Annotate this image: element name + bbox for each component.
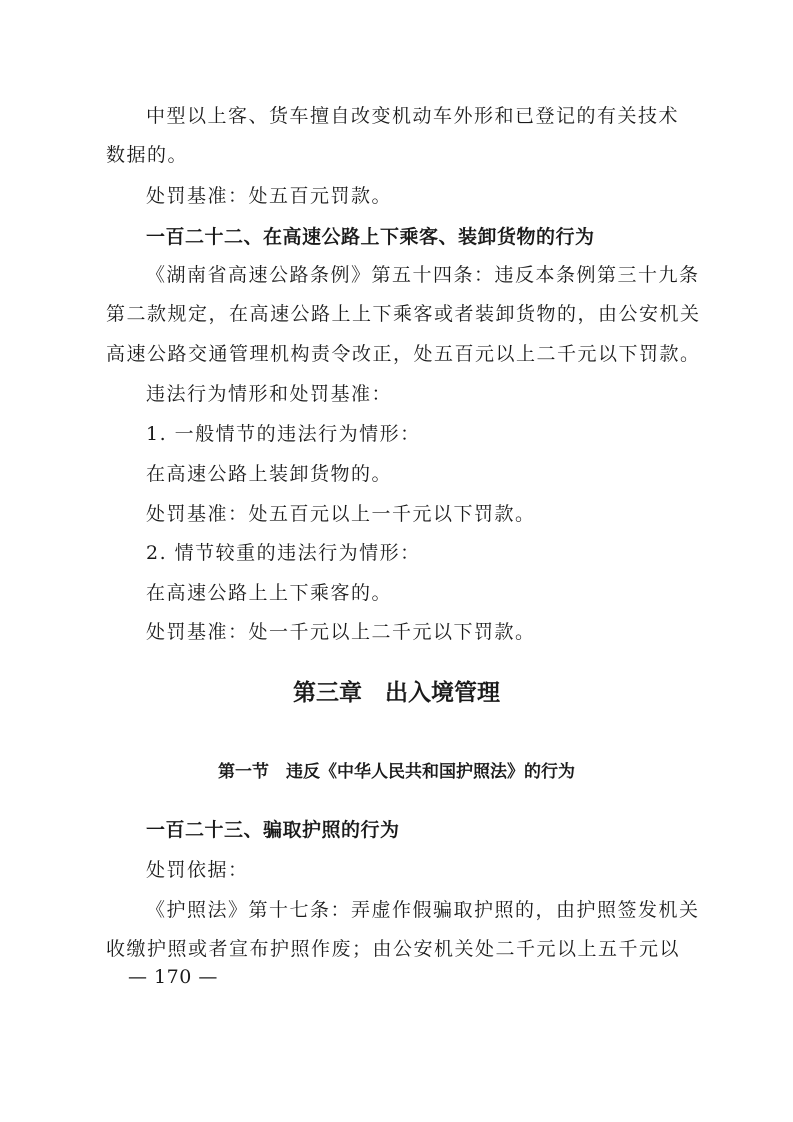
item-heading-123: 一百二十三、骗取护照的行为 (146, 819, 400, 841)
body-text-line: 中型以上客、货车擅自改变机动车外形和已登记的有关技术 (146, 105, 680, 127)
body-text-line: 处罚基准：处一千元以上二千元以下罚款。 (146, 621, 536, 643)
page-number: — 170 — (128, 966, 218, 988)
body-text-line: 1. 一般情节的违法行为情形： (146, 423, 421, 445)
item-heading-122: 一百二十二、在高速公路上下乘客、装卸货物的行为 (146, 226, 595, 248)
body-text-line: 高速公路交通管理机构责令改正，处五百元以上二千元以下罚款。 (106, 343, 701, 365)
body-text-line: 在高速公路上上下乘客的。 (146, 582, 393, 604)
body-text-line: 处罚基准：处五百元以上一千元以下罚款。 (146, 503, 536, 525)
body-text-line: 数据的。 (106, 144, 189, 166)
body-text-line: 《护照法》第十七条：弄虚作假骗取护照的，由护照签发机关 (146, 899, 700, 921)
section-title: 第一节 违反《中华人民共和国护照法》的行为 (218, 762, 575, 782)
body-text-line: 处罚基准：处五百元罚款。 (146, 185, 393, 207)
body-text-line: 在高速公路上装卸货物的。 (146, 463, 393, 485)
body-text-line: 收缴护照或者宣布护照作废；由公安机关处二千元以上五千元以 (106, 938, 681, 960)
body-text-line: 违法行为情形和处罚基准： (146, 383, 393, 405)
body-text-line: 2. 情节较重的违法行为情形： (146, 542, 421, 564)
body-text-line: 处罚依据： (146, 859, 249, 881)
body-text-line: 《湖南省高速公路条例》第五十四条：违反本条例第三十九条 (146, 264, 700, 286)
chapter-title: 第三章 出入境管理 (293, 680, 500, 706)
body-text-line: 第二款规定，在高速公路上上下乘客或者装卸货物的，由公安机关 (106, 303, 701, 325)
